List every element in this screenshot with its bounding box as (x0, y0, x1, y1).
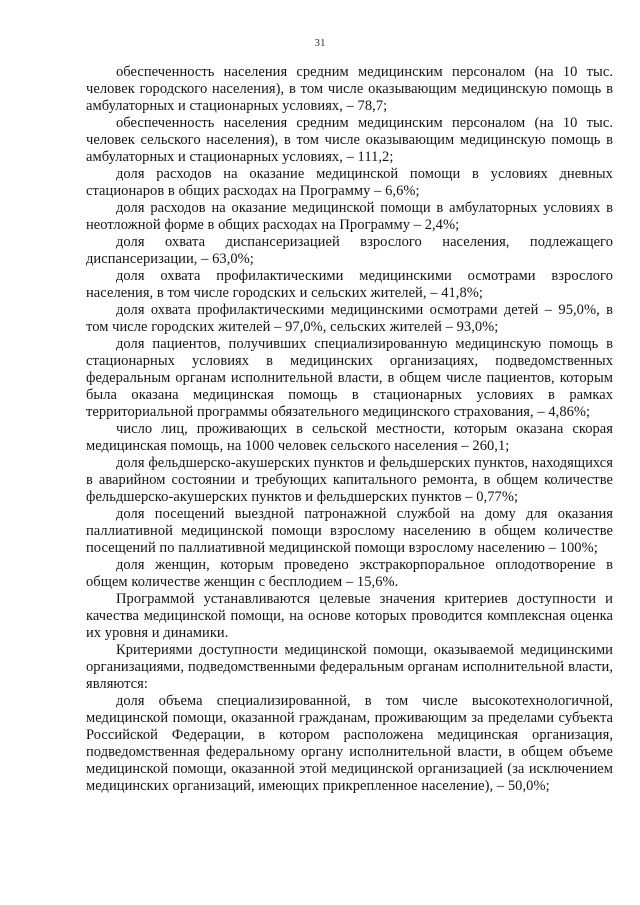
paragraph-rural-nursing-staff: обеспеченность населения средним медицинским персоналом (на 10 тыс. человек сельского населения), в том числе оказывающим медицинскую помощь в амбулаторных и стационарных условиях, – 111,2; (86, 115, 613, 165)
paragraph-urgent-outpatient-costs: доля расходов на оказание медицинской помощи в амбулаторных условиях в неотложной форме в общих расходах на Программу – 2,4%; (86, 200, 613, 233)
page-number: 31 (314, 37, 326, 49)
paragraph-dispensary-coverage: доля охвата диспансеризацией взрослого населения, подлежащего диспансеризации, – 63,0%; (86, 234, 613, 267)
paragraph-adult-checkups: доля охвата профилактическими медицинскими осмотрами взрослого населения, в том числе городских и сельских жителей, – 41,8%; (86, 268, 613, 301)
paragraph-feldsher-points: доля фельдшерско-акушерских пунктов и фельдшерских пунктов, находящихся в аварийном состоянии и требующих капитального ремонта, в общем количестве фельдшерско-акушерских пунктов и фельдшерских пунктов – 0,77%; (86, 455, 613, 505)
paragraph-accessibility-criteria: Критериями доступности медицинской помощи, оказываемой медицинскими организациями, подведомственными федеральным органам исполнительной власти, являются: (86, 642, 613, 692)
paragraph-palliative-visits: доля посещений выездной патронажной службой на дому для оказания паллиативной медицинской помощи взрослому населению в общем количестве посещений по паллиативной медицинской помощи взрослому населению – 100%; (86, 506, 613, 556)
paragraph-out-of-region-care: доля объема специализированной, в том числе высокотехнологичной, медицинской помощи, оказанной гражданам, проживающим за пределами субъекта Российской Федерации, в котором расположена медицинская организация, подведомственная федеральному органу исполнительной власти, в общем объеме медицинской помощи, оказанной этой медицинской организацией (за исключением медицинских организаций, имеющих прикрепленное население), – 50,0%; (86, 693, 613, 794)
paragraph-day-hospital-costs: доля расходов на оказание медицинской помощи в условиях дневных стационаров в общих расходах на Программу – 6,6%; (86, 166, 613, 199)
paragraph-child-checkups: доля охвата профилактическими медицинскими осмотрами детей – 95,0%, в том числе городских жителей – 97,0%, сельских жителей – 93,0%; (86, 302, 613, 335)
paragraph-federal-specialized-care: доля пациентов, получивших специализированную медицинскую помощь в стационарных условиях в медицинских организациях, подведомственных федеральным органам исполнительной власти, в общем числе пациентов, которым была оказана медицинская помощь в стационарных условиях в рамках территориальной программы обязательного медицинского страхования, – 4,86%; (86, 336, 613, 420)
paragraph-target-values: Программой устанавливаются целевые значения критериев доступности и качества медицинской помощи, на основе которых проводится комплексная оценка их уровня и динамики. (86, 591, 613, 641)
document-body (86, 64, 613, 795)
paragraph-rural-ambulance: число лиц, проживающих в сельской местности, которым оказана скорая медицинская помощь, на 1000 человек сельского населения – 260,1; (86, 421, 613, 454)
paragraph-ivf: доля женщин, которым проведено экстракорпоральное оплодотворение в общем количестве женщин с бесплодием – 15,6%. (86, 557, 613, 590)
paragraph-urban-nursing-staff: обеспеченность населения средним медицинским персоналом (на 10 тыс. человек городского населения), в том числе оказывающим медицинскую помощь в амбулаторных и стационарных условиях, – 78,7; (86, 64, 613, 114)
